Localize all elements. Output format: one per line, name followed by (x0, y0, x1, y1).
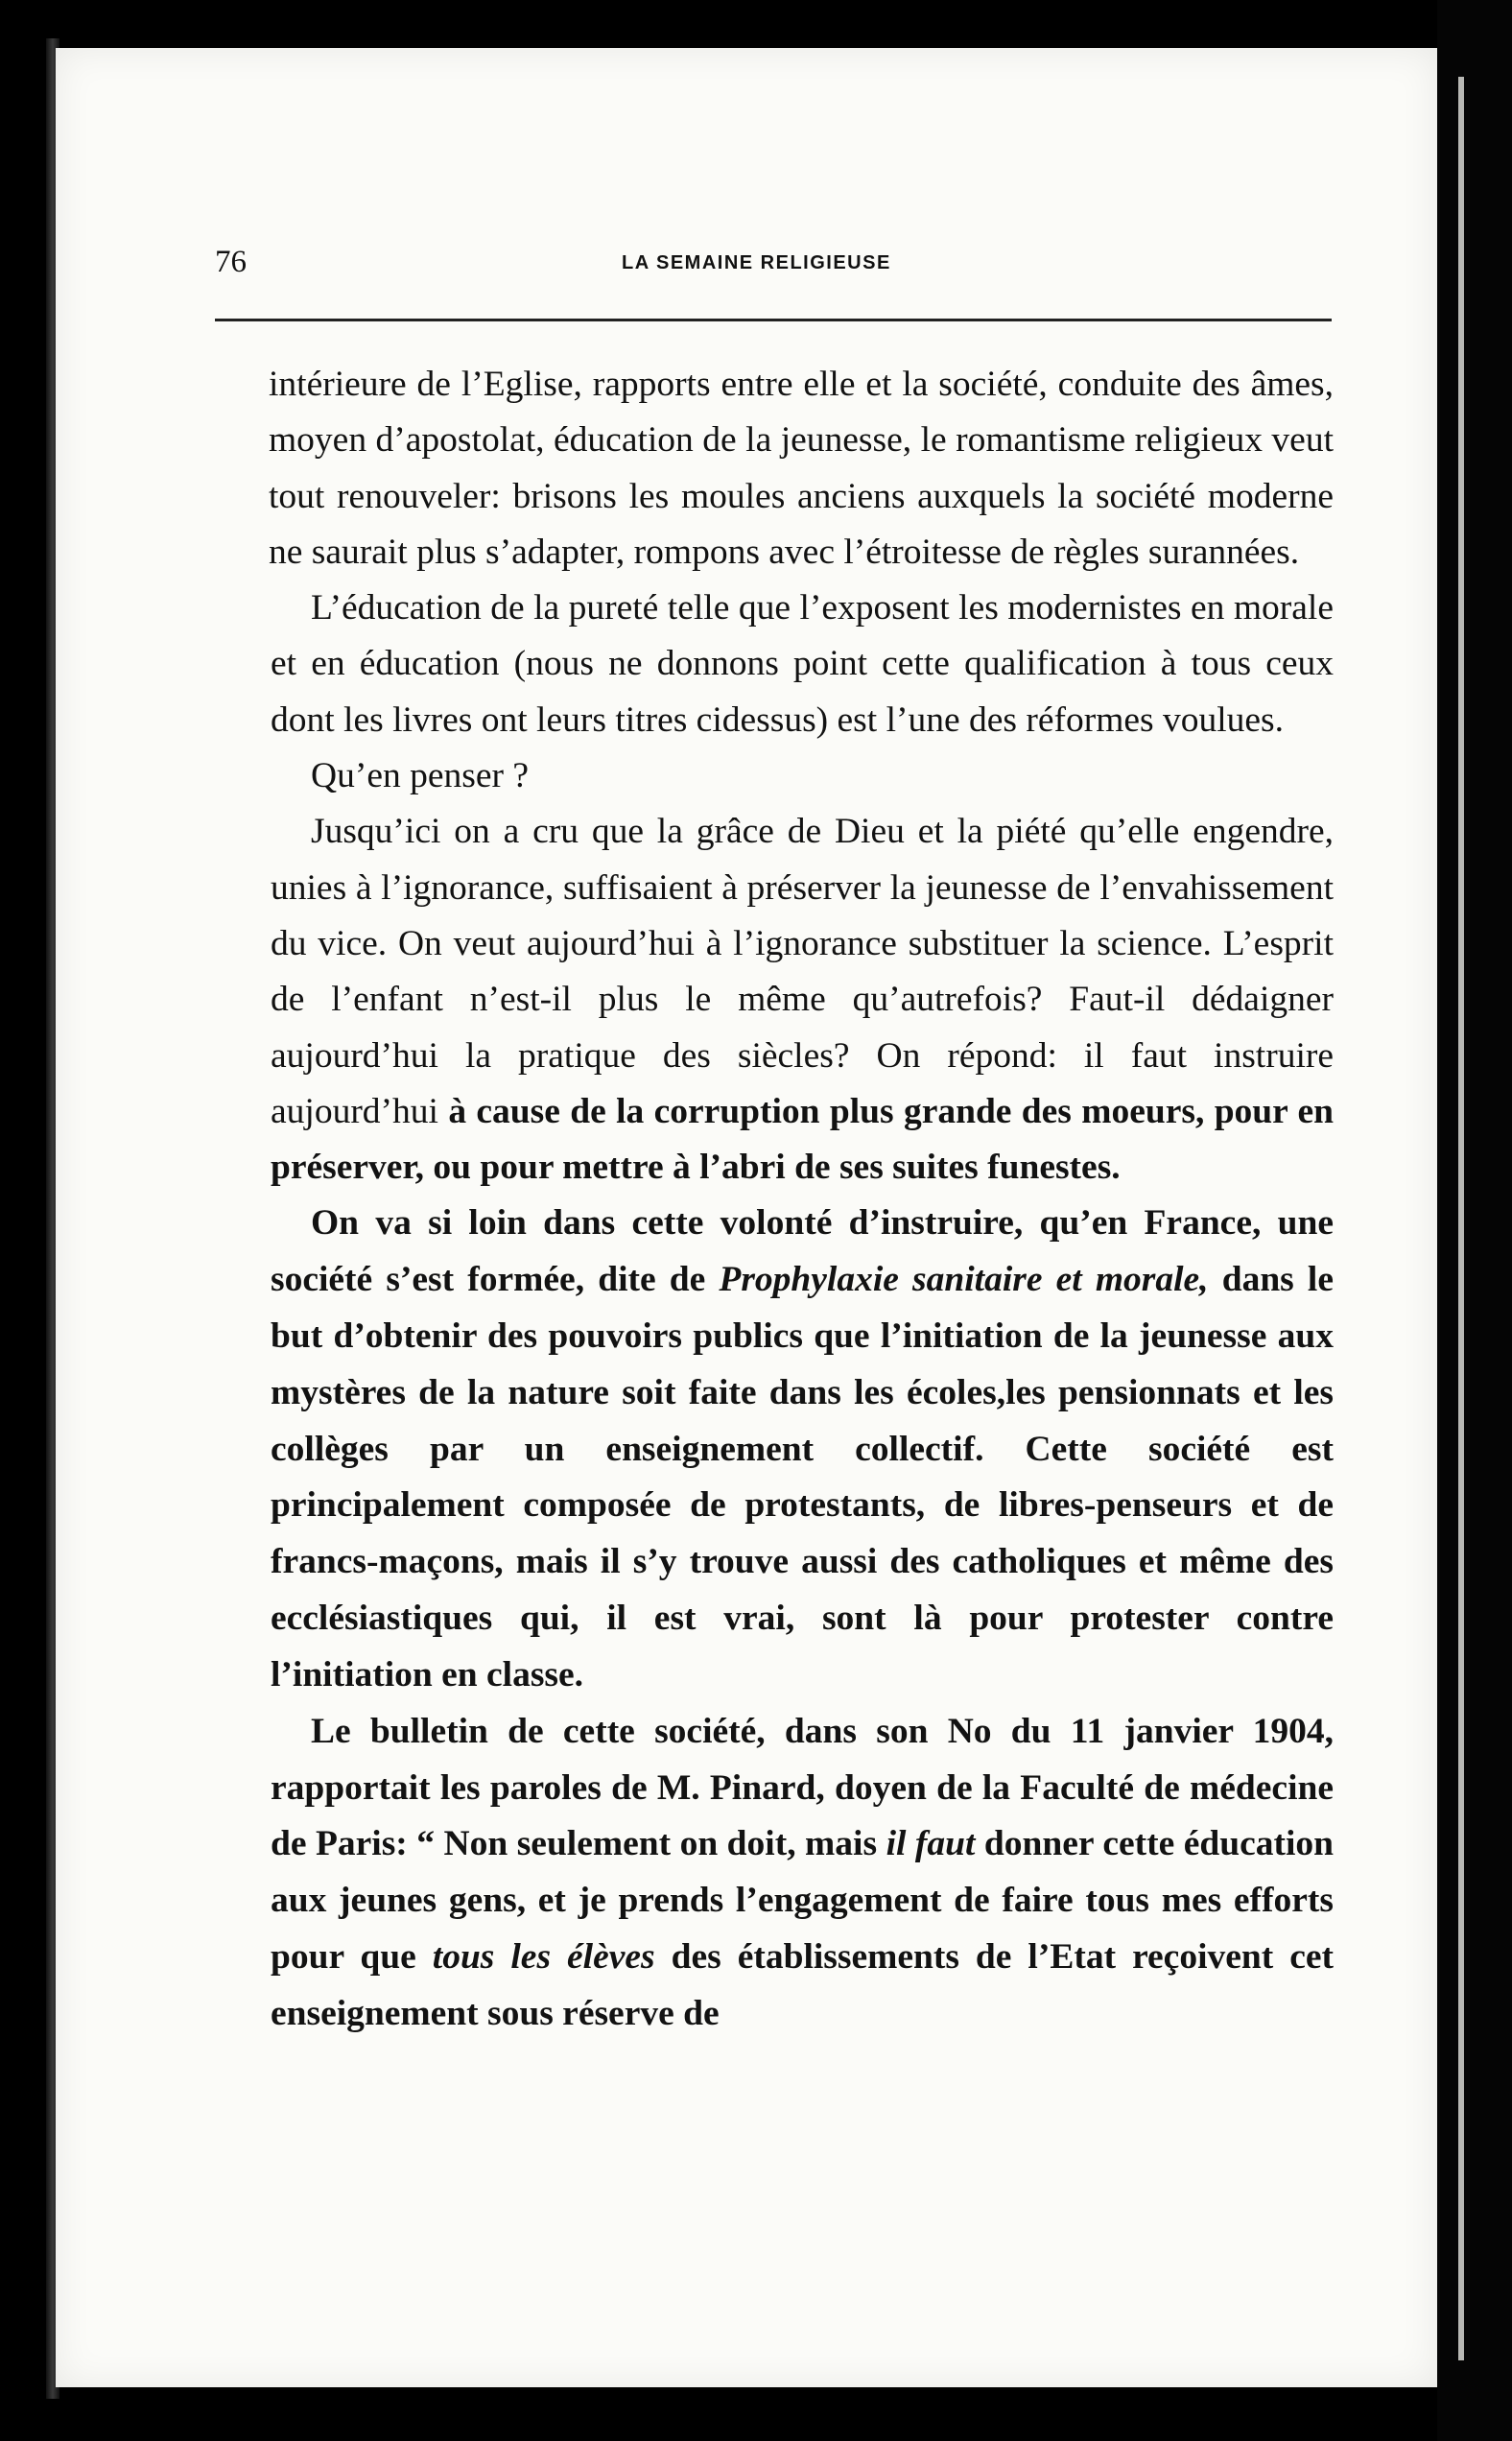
paragraph-1: intérieure de l’Eglise, rapports entre elle et la société, conduite des âmes, moyen d’apostolat, éducation de la jeunesse, le romantisme religieux veut tout renouveler: brisons les moules anciens auxquels la société moderne ne saurait plus s’adapter, rompons avec l’étroitesse de règles surannées. (269, 365, 1334, 572)
paragraph-5-italic: Prophylaxie sanitaire et morale, (719, 1260, 1209, 1300)
paragraph-6-text-b: donner cette éducation aux jeunes gens, et je prends l’engagement de faire tous mes efforts pour que (271, 1824, 1334, 1978)
paragraph-5-text-a: On va si loin dans cette volonté d’instruire, qu’en France, une société s’est formée, dite de (271, 1203, 1334, 1300)
paragraph-2: L’éducation de la pureté telle que l’exposent les modernistes en morale et en éducation (nous ne donnons point cette qualification à tous ceux dont les livres ont leurs titres cidessus) est l’une des réformes voulues. (271, 588, 1334, 740)
page-number: 76 (215, 245, 247, 279)
paragraph-6-text-c: des établissements de l’Etat reçoivent cet enseignement sous réserve de (271, 1937, 1334, 2034)
paragraph-4 (271, 804, 1334, 1196)
paragraph-5-text-b: dans le but d’obtenir des pouvoirs publics que l’initiation de la jeunesse aux mystères de la nature soit faite dans les écoles,les pensionnats et les collèges par un enseignement collectif. Cette société est principalement composée de protestants, de libres-penseurs et de francs-maçons, mais il s’y trouve aussi des catholiques et même des ecclésiastiques qui, il est vrai, sont là pour protester contre l’initiation en classe. (271, 1260, 1334, 1694)
paragraph-6-italic-a: il faut (886, 1824, 976, 1864)
paragraph-4-text: Jusqu’ici on a cru que la grâce de Dieu et la piété qu’elle engendre, unies à l’ignorance, suffisaient à préserver la jeunesse de l’envahissement du vice. On veut aujourd’hui à l’ignorance substituer la science. L’esprit de l’enfant n’est-il plus le même qu’autrefois? Faut-il dédaigner aujourd’hui la pratique des siècles? On répond: il faut instruire aujourd’hui (271, 812, 1334, 1131)
paragraph-6 (271, 1704, 1334, 2043)
header-rule (215, 319, 1332, 321)
page-header (215, 245, 1332, 283)
paragraph-5 (271, 1196, 1334, 1703)
paragraph-6-italic-b: tous les élèves (432, 1937, 655, 1978)
facing-page-edge (1437, 0, 1512, 2441)
body-text (271, 357, 1334, 2043)
facing-page-strip (1458, 77, 1464, 2360)
paragraph-4-bold-text: à cause de la corruption plus grande des moeurs, pour en préserver, ou pour mettre à l’abri de ses suites funestes. (271, 1091, 1334, 1188)
paragraph-6-text-a: Le bulletin de cette société, dans son No du 11 janvier 1904, rapportait les paroles de M. Pinard, doyen de la Faculté de médecine de Paris: “ Non seulement on doit, mais (271, 1711, 1334, 1864)
paragraph-3: Qu’en penser ? (311, 756, 529, 796)
running-head: LA SEMAINE RELIGIEUSE (622, 252, 891, 273)
